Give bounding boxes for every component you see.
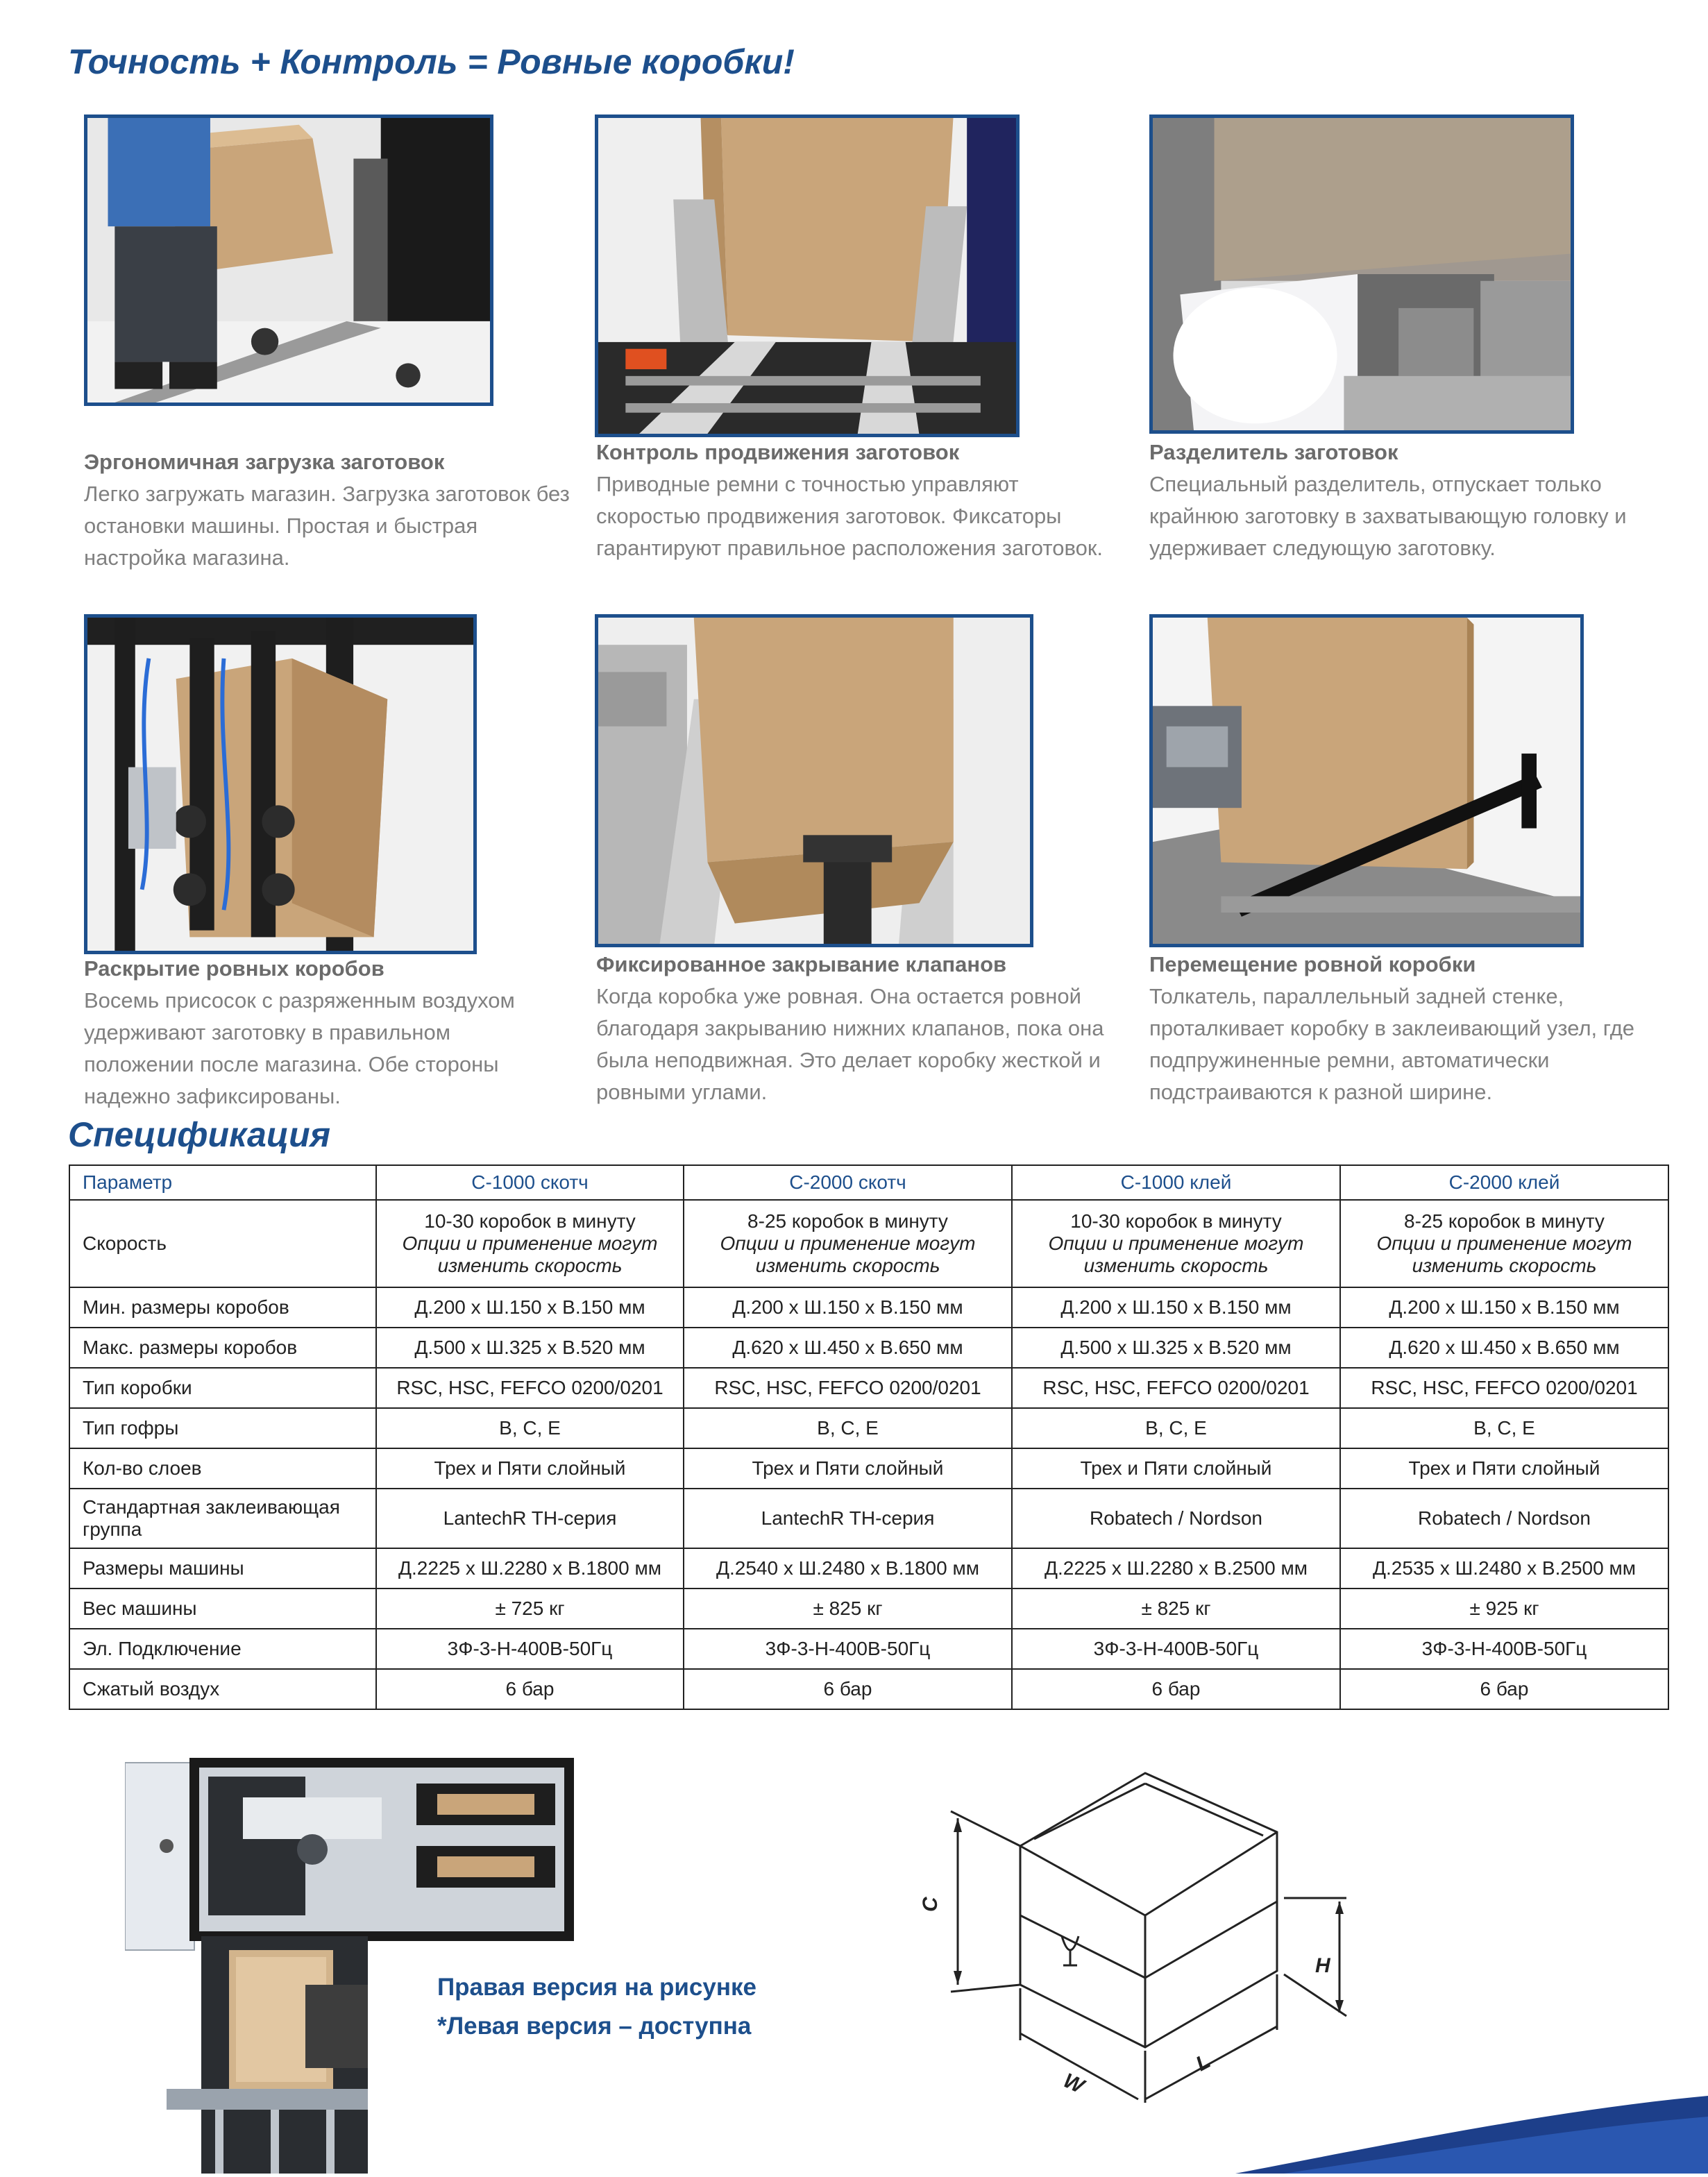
dimension-label-c: C: [919, 1897, 942, 1912]
table-row: [69, 1669, 1668, 1709]
feature-caption: [596, 437, 1124, 564]
table-cell: ± 925 кг: [1340, 1589, 1668, 1629]
table-row: [69, 1368, 1668, 1408]
photo-flap-closing: [595, 614, 1033, 947]
photo-box-transfer: [1149, 614, 1584, 947]
table-cell: Д.200 х Ш.150 х В.150 мм: [376, 1287, 684, 1328]
layout-note: [437, 1968, 756, 2046]
table-cell: 3Ф-3-Н-400В-50Гц: [684, 1629, 1012, 1669]
feature-title: Фиксированное закрывание клапанов: [596, 952, 1007, 976]
table-cell: B, C, E: [376, 1408, 684, 1448]
table-cell: Д.2540 х Ш.2480 х В.1800 мм: [684, 1548, 1012, 1589]
page-title: Точность + Контроль = Ровные коробки!: [68, 42, 795, 81]
feature-title: Перемещение ровной коробки: [1149, 952, 1476, 976]
table-cell: ± 725 кг: [376, 1589, 684, 1629]
table-cell: RSC, HSC, FEFCO 0200/0201: [1012, 1368, 1340, 1408]
table-cell: Трех и Пяти слойный: [684, 1448, 1012, 1489]
table-row: [69, 1489, 1668, 1548]
table-cell: B, C, E: [1340, 1408, 1668, 1448]
table-cell: Д.500 х Ш.325 х В.520 мм: [1012, 1328, 1340, 1368]
table-row: [69, 1200, 1668, 1287]
table-row: [69, 1448, 1668, 1489]
table-header-row: [69, 1165, 1668, 1200]
feature-text: Легко загружать магазин. Загрузка заготовок без остановки машины. Простая и быстрая настройка магазина.: [84, 482, 570, 570]
dimension-label-w: W: [1060, 2069, 1088, 2099]
table-cell: Robatech / Nordson: [1340, 1489, 1668, 1548]
table-cell: ± 825 кг: [684, 1589, 1012, 1629]
row-label: Кол-во слоев: [69, 1448, 376, 1489]
table-cell: [376, 1200, 684, 1287]
table-cell: Д.200 х Ш.150 х В.150 мм: [684, 1287, 1012, 1328]
feature-text: Толкатель, параллельный задней стенке, проталкивает коробку в заклеивающий узел, где подпружиненные ремни, автоматически подстраиваются к разной ширине.: [1149, 984, 1635, 1104]
speed-value: 10-30 коробок в минуту: [1070, 1210, 1282, 1232]
feature-caption: [1149, 949, 1663, 1108]
table-cell: 3Ф-3-Н-400В-50Гц: [1012, 1629, 1340, 1669]
table-row: [69, 1287, 1668, 1328]
photo-blank-advance-control: [595, 115, 1020, 437]
table-row: [69, 1629, 1668, 1669]
table-cell: Д.200 х Ш.150 х В.150 мм: [1340, 1287, 1668, 1328]
table-cell: B, C, E: [1012, 1408, 1340, 1448]
table-cell: LantechR TH-серия: [684, 1489, 1012, 1548]
photo-blank-separator: [1149, 115, 1574, 434]
table-cell: ± 825 кг: [1012, 1589, 1340, 1629]
feature-title: Эргономичная загрузка заготовок: [84, 450, 445, 474]
table-cell: [1340, 1200, 1668, 1287]
row-label: Эл. Подключение: [69, 1629, 376, 1669]
row-label: Сжатый воздух: [69, 1669, 376, 1709]
column-header: С-2000 клей: [1340, 1165, 1668, 1200]
feature-text: Приводные ремни с точностью управляют скоростью продвижения заготовок. Фиксаторы гарантируют правильное расположения заготовок.: [596, 472, 1103, 560]
table-cell: 6 бар: [1340, 1669, 1668, 1709]
table-cell: Трех и Пяти слойный: [1340, 1448, 1668, 1489]
row-label: Мин. размеры коробов: [69, 1287, 376, 1328]
table-row: [69, 1548, 1668, 1589]
speed-note: Опции и применение могут изменить скорость: [1048, 1232, 1304, 1276]
table-cell: Д.200 х Ш.150 х В.150 мм: [1012, 1287, 1340, 1328]
feature-text: Восемь присосок с разряженным воздухом удерживают заготовку в правильном положении после магазина. Обе стороны надежно зафиксированы.: [84, 988, 515, 1108]
speed-value: 8-25 коробок в минуту: [747, 1210, 948, 1232]
table-row: [69, 1589, 1668, 1629]
feature-caption: [1149, 437, 1656, 564]
row-label: Тип гофры: [69, 1408, 376, 1448]
row-label: Размеры машины: [69, 1548, 376, 1589]
table-cell: Д.620 х Ш.450 х В.650 мм: [684, 1328, 1012, 1368]
table-cell: LantechR TH-серия: [376, 1489, 684, 1548]
feature-caption: [84, 953, 563, 1112]
speed-note: Опции и применение могут изменить скорость: [720, 1232, 976, 1276]
column-header: Параметр: [69, 1165, 376, 1200]
table-cell: B, C, E: [684, 1408, 1012, 1448]
spec-title: Спецификация: [68, 1115, 331, 1154]
spec-table: [69, 1164, 1669, 1710]
speed-note: Опции и применение могут изменить скорость: [1376, 1232, 1632, 1276]
table-cell: Д.500 х Ш.325 х В.520 мм: [376, 1328, 684, 1368]
feature-title: Раскрытие ровных коробов: [84, 956, 384, 981]
dimension-label-l: L: [1192, 2049, 1215, 2076]
table-cell: Трех и Пяти слойный: [376, 1448, 684, 1489]
feature-caption: [84, 446, 570, 574]
feature-text: Специальный разделитель, отпускает только крайнюю заготовку в захватывающую головку и удерживает следующую заготовку.: [1149, 472, 1627, 560]
table-cell: 3Ф-3-Н-400В-50Гц: [376, 1629, 684, 1669]
row-label: Макс. размеры коробов: [69, 1328, 376, 1368]
feature-caption: [596, 949, 1110, 1108]
table-cell: 3Ф-3-Н-400В-50Гц: [1340, 1629, 1668, 1669]
row-label: Стандартная заклеивающая группа: [69, 1489, 376, 1548]
table-cell: Robatech / Nordson: [1012, 1489, 1340, 1548]
row-label: Тип коробки: [69, 1368, 376, 1408]
table-cell: RSC, HSC, FEFCO 0200/0201: [1340, 1368, 1668, 1408]
feature-title: Контроль продвижения заготовок: [596, 440, 960, 464]
table-cell: [1012, 1200, 1340, 1287]
layout-note-line: *Левая версия – доступна: [437, 2013, 752, 2040]
machine-layout-drawing: [125, 1756, 583, 2174]
table-cell: Д.2535 х Ш.2480 х В.2500 мм: [1340, 1548, 1668, 1589]
feature-text: Когда коробка уже ровная. Она остается ровной благодаря закрыванию нижних клапанов, пока она была неподвижная. Это делает коробку жесткой и ровными углами.: [596, 984, 1104, 1104]
row-label: Скорость: [69, 1200, 376, 1287]
table-cell: [684, 1200, 1012, 1287]
table-cell: Д.2225 х Ш.2280 х В.1800 мм: [376, 1548, 684, 1589]
speed-note: Опции и применение могут изменить скорость: [402, 1232, 658, 1276]
table-cell: 6 бар: [1012, 1669, 1340, 1709]
speed-value: 8-25 коробок в минуту: [1404, 1210, 1605, 1232]
speed-value: 10-30 коробок в минуту: [424, 1210, 636, 1232]
column-header: С-1000 скотч: [376, 1165, 684, 1200]
table-cell: RSC, HSC, FEFCO 0200/0201: [684, 1368, 1012, 1408]
layout-note-line: Правая версия на рисунке: [437, 1974, 756, 2001]
photo-ergonomic-loading: [84, 115, 493, 406]
table-cell: Трех и Пяти слойный: [1012, 1448, 1340, 1489]
feature-title: Разделитель заготовок: [1149, 440, 1398, 464]
photo-box-opening: [84, 614, 477, 954]
column-header: С-1000 клей: [1012, 1165, 1340, 1200]
box-dimensions-diagram: [909, 1756, 1367, 2174]
row-label: Вес машины: [69, 1589, 376, 1629]
dimension-label-h: H: [1315, 1954, 1330, 1977]
table-row: [69, 1328, 1668, 1368]
spec-rows: [69, 1287, 1668, 1709]
table-cell: Д.620 х Ш.450 х В.650 мм: [1340, 1328, 1668, 1368]
table-cell: 6 бар: [684, 1669, 1012, 1709]
table-cell: RSC, HSC, FEFCO 0200/0201: [376, 1368, 684, 1408]
table-row: [69, 1408, 1668, 1448]
column-header: С-2000 скотч: [684, 1165, 1012, 1200]
table-cell: Д.2225 х Ш.2280 х В.2500 мм: [1012, 1548, 1340, 1589]
table-cell: 6 бар: [376, 1669, 684, 1709]
